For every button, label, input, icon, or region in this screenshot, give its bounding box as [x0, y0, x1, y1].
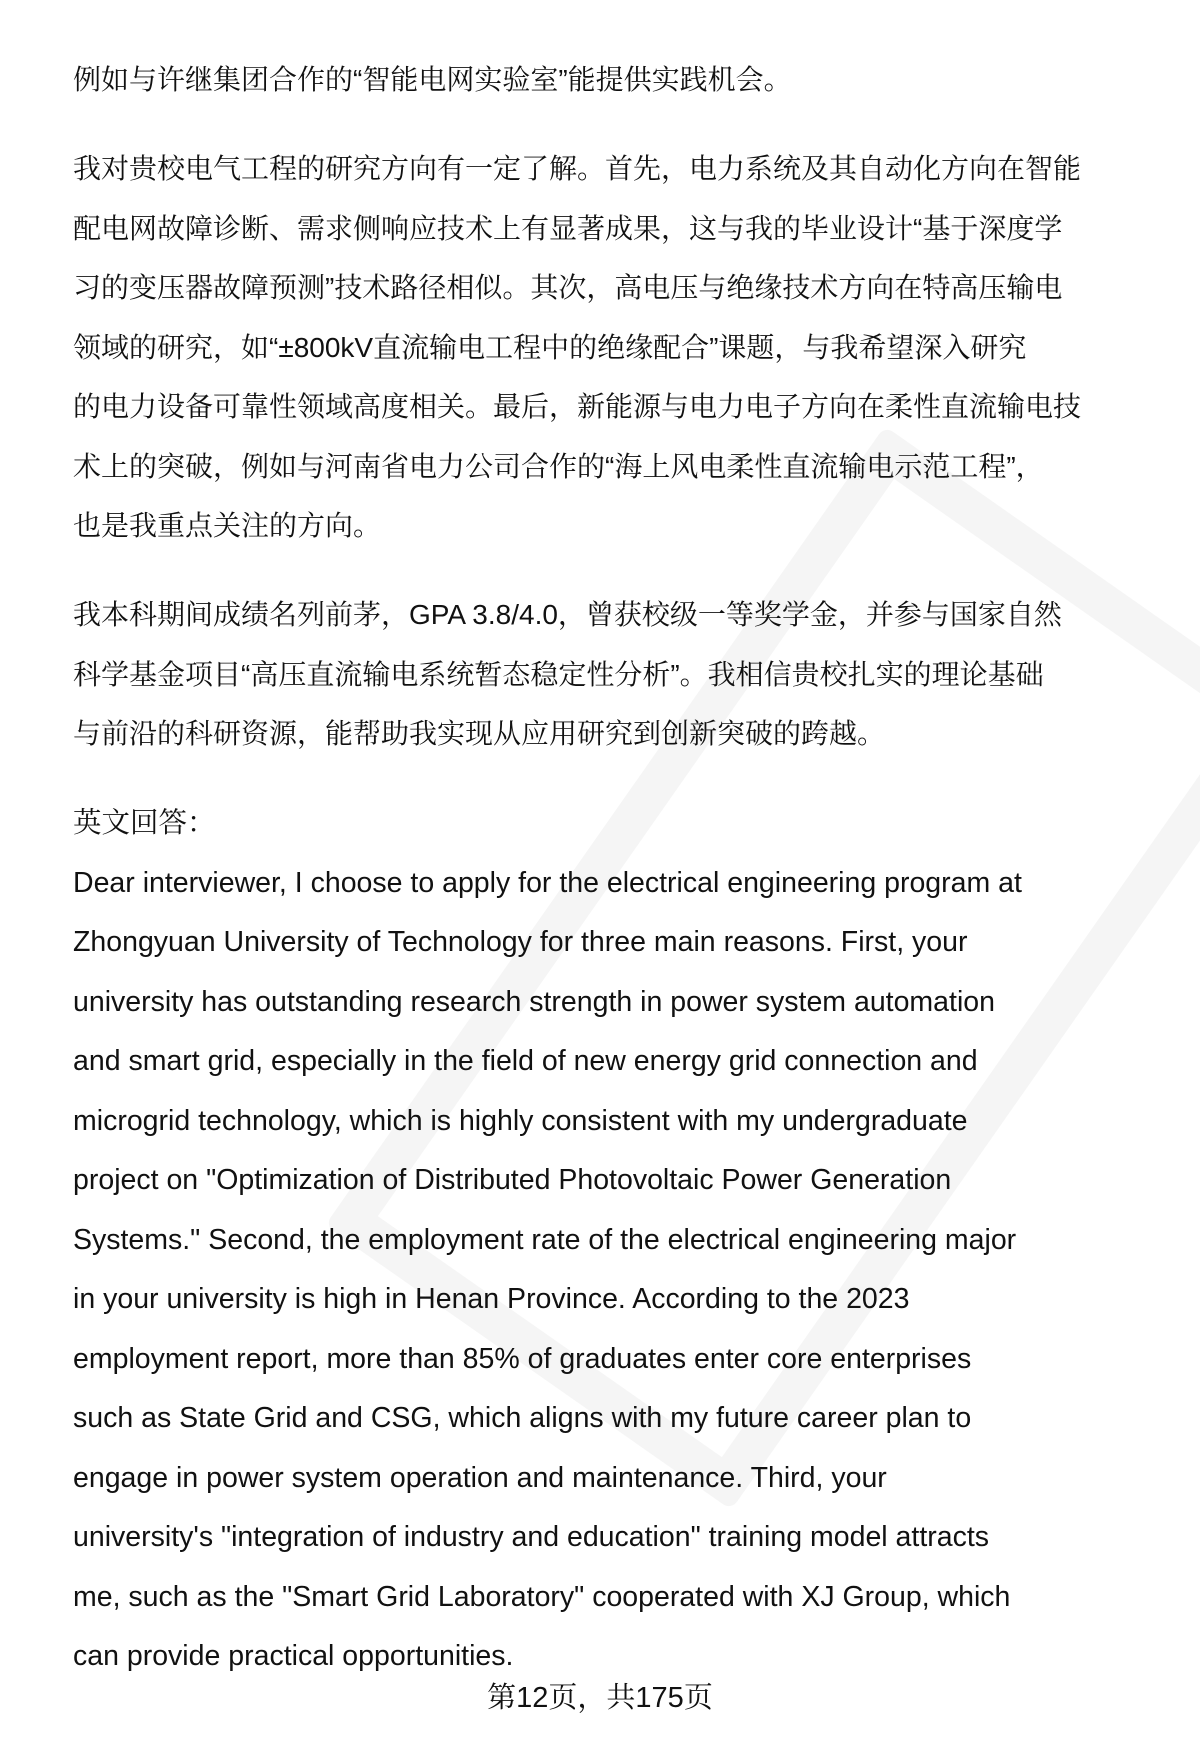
text-line: microgrid technology, which is highly consistent with my undergraduate	[73, 1104, 968, 1137]
text-line: in your university is high in Henan Province. According to the 2023	[73, 1283, 910, 1315]
text-line: 例如与许继集团合作的“智能电网实验室”能提供实践机会。	[73, 64, 792, 95]
paragraph	[73, 58, 1163, 118]
text-line: 我本科期间成绩名列前茅，GPA 3.8/4.0，曾获校级一等奖学金，并参与国家自然	[73, 599, 1062, 630]
text-line: 配电网故障诊断、需求侧响应技术上有显著成果，这与我的毕业设计“基于深度学	[73, 212, 1063, 244]
text-line: Systems." Second, the employment rate of the electrical engineering major	[73, 1223, 1017, 1256]
text-line: project on "Optimization of Distributed Photovoltaic Power Generation	[73, 1164, 952, 1196]
text-line: 的电力设备可靠性领域高度相关。最后，新能源与电力电子方向在柔性直流输电技	[73, 391, 1082, 422]
text-line: 领域的研究，如“±800kV直流输电工程中的绝缘配合”课题，与我希望深入研究	[73, 331, 1027, 363]
text-line: me, such as the "Smart Grid Laboratory" cooperated with XJ Group, which	[73, 1580, 1011, 1613]
text-line: 也是我重点关注的方向。	[73, 510, 382, 541]
paragraph	[73, 147, 1163, 564]
text-line: Dear interviewer, I choose to apply for the electrical engineering program at	[73, 866, 1022, 899]
document-body	[73, 58, 1163, 1723]
text-line: 与前沿的科研资源，能帮助我实现从应用研究到创新突破的跨越。	[73, 718, 886, 749]
text-line: such as State Grid and CSG, which aligns with my future career plan to	[73, 1402, 972, 1434]
text-line: 英文回答：	[73, 807, 216, 839]
page-number: 第12页，共175页	[487, 1682, 713, 1714]
text-line: university's "integration of industry and education" training model attracts	[73, 1521, 989, 1553]
text-line: 习的变压器故障预测”技术路径相似。其次，高电压与绝缘技术方向在特高压输电	[73, 272, 1063, 303]
text-line: 术上的突破，例如与河南省电力公司合作的“海上风电柔性直流输电示范工程”，	[73, 450, 1044, 482]
paragraph	[73, 801, 1163, 1694]
text-line: employment report, more than 85% of graduates enter core enterprises	[73, 1342, 972, 1375]
text-line: Zhongyuan University of Technology for three main reasons. First, your	[73, 926, 968, 958]
text-line: can provide practical opportunities.	[73, 1640, 514, 1672]
text-line: 科学基金项目“高压直流输电系统暂态稳定性分析”。我相信贵校扎实的理论基础	[73, 658, 1044, 690]
text-line: university has outstanding research strength in power system automation	[73, 985, 995, 1018]
text-line: engage in power system operation and maintenance. Third, your	[73, 1461, 887, 1494]
text-line: 我对贵校电气工程的研究方向有一定了解。首先，电力系统及其自动化方向在智能	[73, 153, 1082, 184]
paragraph	[73, 593, 1163, 772]
text-line: and smart grid, especially in the field of new energy grid connection and	[73, 1045, 978, 1077]
